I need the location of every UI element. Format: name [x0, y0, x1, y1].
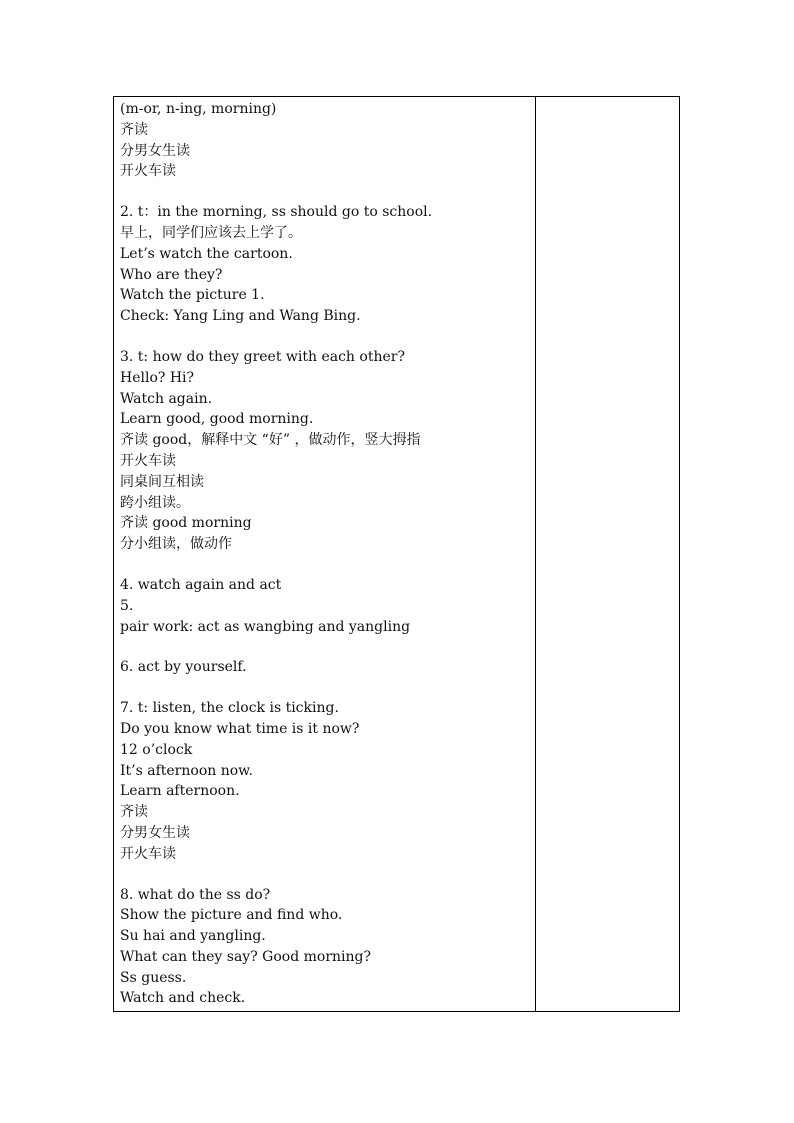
text-line: Su hai and yangling.: [120, 928, 266, 945]
text-line: 开火车读: [120, 845, 176, 862]
text-line: Learn good, good morning.: [120, 411, 314, 428]
paragraph-gap: [120, 678, 530, 698]
step-block: [120, 698, 530, 864]
step-block: [120, 202, 530, 327]
text-line: Check: Yang Ling and Wang Bing.: [120, 308, 361, 325]
text-line: 2. t：in the morning, ss should go to school.: [120, 204, 433, 221]
text-line: 齐读: [120, 804, 148, 821]
text-line: 齐读: [120, 121, 148, 138]
paragraph-gap: [120, 182, 530, 202]
text-line: 开火车读: [120, 163, 176, 180]
paragraph-gap: [120, 327, 530, 347]
text-line: 6. act by yourself.: [120, 659, 247, 676]
text-line: 5.: [120, 597, 134, 614]
text-line: Hello? Hi?: [120, 369, 195, 386]
text-line: 4. watch again and act: [120, 576, 282, 593]
text-line: Do you know what time is it now?: [120, 720, 360, 737]
text-line: 12 o’clock: [120, 741, 193, 758]
step-block: [120, 575, 530, 637]
text-line: 分男女生读: [120, 142, 190, 159]
paragraph-gap: [120, 555, 530, 575]
text-line: What can they say? Good morning?: [120, 948, 371, 965]
text-line: Ss guess.: [120, 969, 187, 986]
text-line: 早上，同学们应该去上学了。: [120, 224, 302, 241]
text-line: 3. t: how do they greet with each other?: [120, 348, 405, 365]
step-block: [120, 657, 530, 678]
text-line: Who are they?: [120, 266, 223, 283]
text-line: 开火车读: [120, 452, 176, 469]
step-block: [120, 885, 530, 1010]
teaching-steps-column: [120, 99, 530, 1009]
text-line: 跨小组读。: [120, 494, 190, 511]
text-line: (m-or, n-ing, morning): [120, 101, 277, 117]
text-line: Watch again.: [120, 390, 213, 407]
text-line: 7. t: listen, the clock is ticking.: [120, 700, 339, 717]
text-line: Show the picture and find who.: [120, 907, 343, 924]
text-line: Watch and check.: [120, 990, 246, 1007]
text-line: Learn afternoon.: [120, 783, 240, 800]
text-line: 8. what do the ss do?: [120, 886, 271, 903]
text-line: Let’s watch the cartoon.: [120, 245, 293, 262]
paragraph-gap: [120, 865, 530, 885]
text-line: Watch the picture 1.: [120, 287, 265, 304]
text-line: 分男女生读: [120, 824, 190, 841]
text-line: It’s afternoon now.: [120, 762, 253, 779]
lesson-plan-table: [113, 96, 680, 1012]
text-line: 分小组读，做动作: [120, 536, 232, 553]
paragraph-gap: [120, 637, 530, 657]
text-line: 齐读 good，解释中文 “好” ，做动作，竖大拇指: [120, 432, 421, 449]
step-block: [120, 99, 530, 182]
text-line: 齐读 good morning: [120, 515, 252, 532]
text-line: 同桌间互相读: [120, 473, 204, 490]
notes-column: [536, 97, 680, 1011]
text-line: pair work: act as wangbing and yangling: [120, 618, 411, 635]
step-block: [120, 347, 530, 555]
